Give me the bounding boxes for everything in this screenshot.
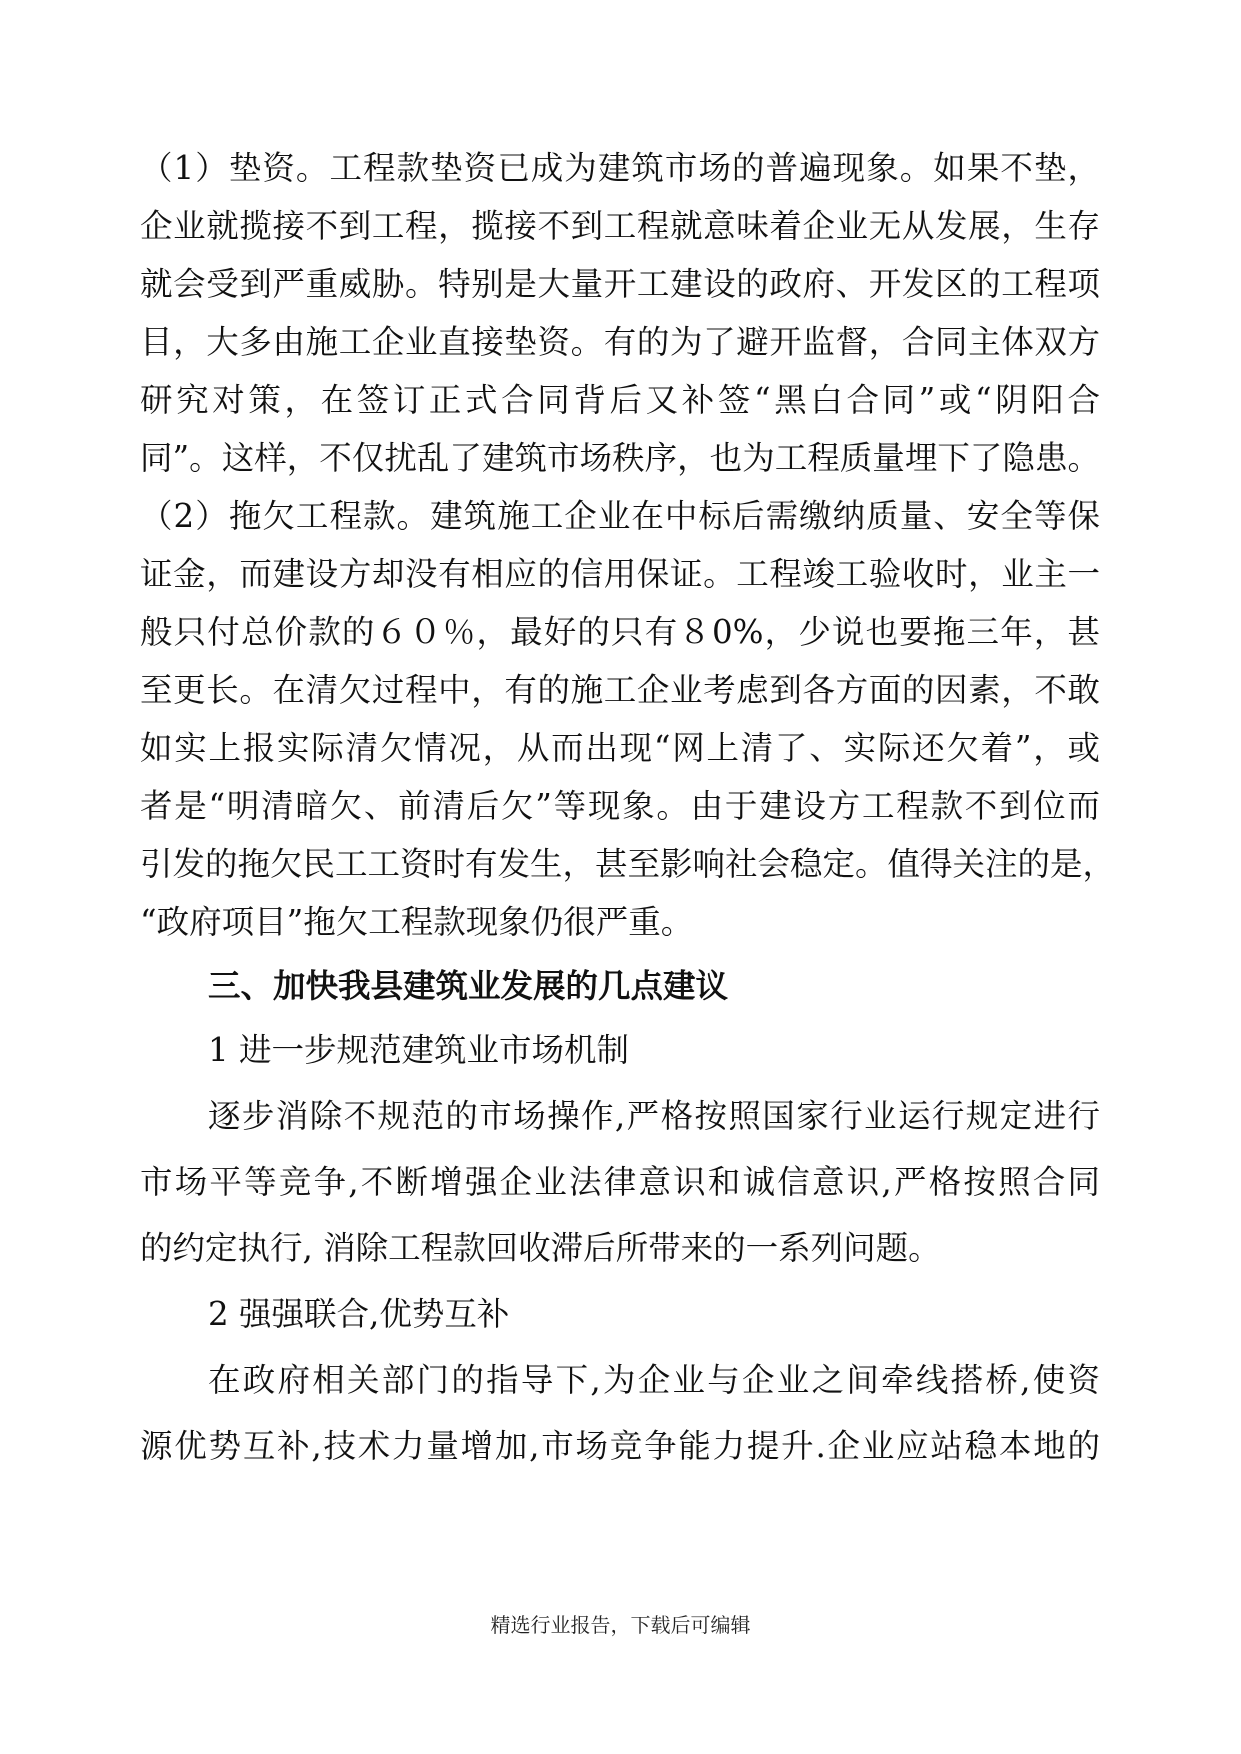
paragraph-line: “政府项目”拖欠工程款现象仍很严重。 [140,903,694,941]
paragraph-line: 般只付总价款的６０％，最好的只有８0%，少说也要拖三年，甚 [140,613,1100,651]
page-footer: 精选行业报告，下载后可编辑 [490,1613,751,1637]
paragraph-line: 证金，而建设方却没有相应的信用保证。工程竣工验收时，业主一 [140,555,1100,593]
subsection-title: 1 进一步规范建筑业市场机制 [208,1031,630,1069]
paragraph-line: 就会受到严重威胁。特别是大量开工建设的政府、开发区的工程项 [140,265,1100,303]
paragraph-line: 者是“明清暗欠、前清后欠”等现象。由于建设方工程款不到位而 [140,787,1100,825]
paragraph-line: 至更长。在清欠过程中，有的施工企业考虑到各方面的因素，不敢 [140,671,1100,709]
paragraph-line: 企业就揽接不到工程，揽接不到工程就意味着企业无从发展，生存 [140,207,1100,245]
paragraph-line: 源优势互补,技术力量增加,市场竞争能力提升.企业应站稳本地的 [140,1427,1100,1465]
paragraph-line: 如实上报实际清欠情况，从而出现“网上清了、实际还欠着”，或 [140,729,1100,767]
paragraph-line: 市场平等竞争,不断增强企业法律意识和诚信意识,严格按照合同 [140,1163,1100,1201]
subsection-title: 2 强强联合,优势互补 [208,1295,510,1333]
paragraph-line: 在政府相关部门的指导下,为企业与企业之间牵线搭桥,使资 [208,1361,1100,1399]
paragraph-line: 逐步消除不规范的市场操作,严格按照国家行业运行规定进行 [208,1097,1100,1135]
paragraph-line: 研究对策，在签订正式合同背后又补签“黑白合同”或“阴阳合 [140,381,1100,419]
section-heading: 三、加快我县建筑业发展的几点建议 [208,967,729,1005]
paragraph-line: （2）拖欠工程款。建筑施工企业在中标后需缴纳质量、安全等保 [140,497,1100,535]
paragraph-line: 同”。这样，不仅扰乱了建筑市场秩序，也为工程质量埋下了隐患。 [140,439,1100,477]
paragraph-line: 目，大多由施工企业直接垫资。有的为了避开监督，合同主体双方 [140,323,1100,361]
paragraph-line: 引发的拖欠民工工资时有发生，甚至影响社会稳定。值得关注的是， [140,845,1116,883]
paragraph-line: 的约定执行, 消除工程款回收滞后所带来的一系列问题。 [140,1229,941,1267]
paragraph-line: （1）垫资。工程款垫资已成为建筑市场的普遍现象。如果不垫， [140,149,1100,187]
